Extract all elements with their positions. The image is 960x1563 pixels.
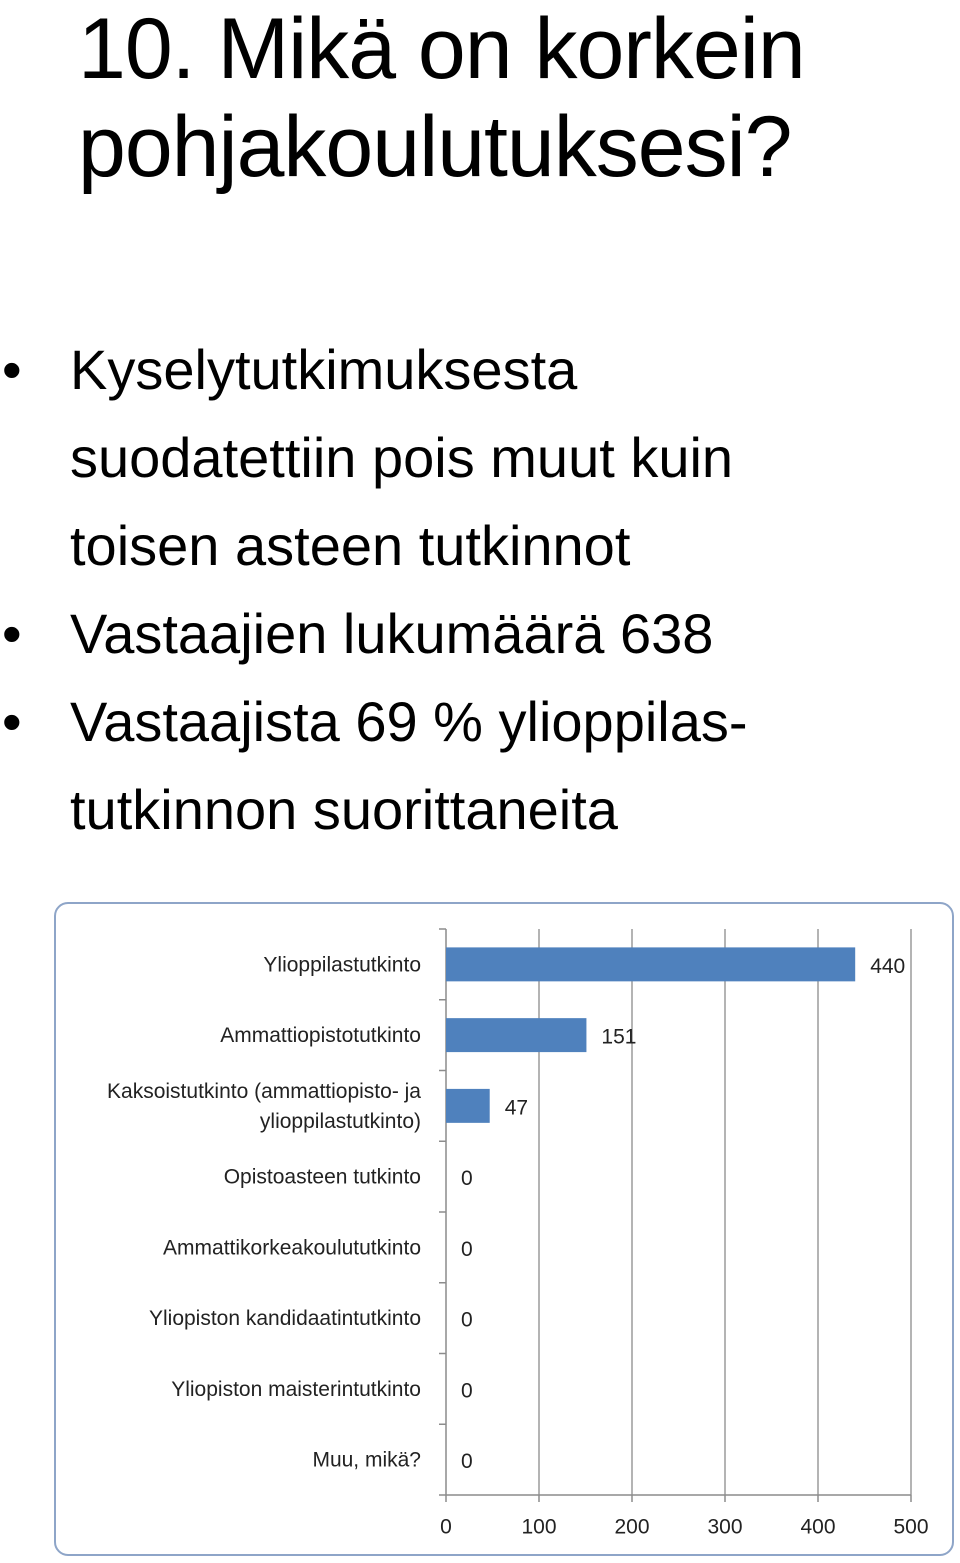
category-label [149,1307,421,1330]
bar [446,1018,586,1052]
category-label [171,1377,421,1400]
x-tick-label: 300 [707,1515,743,1539]
data-label: 151 [601,1025,637,1049]
bar [446,947,855,981]
category-label-line: Yliopiston kandidaatintutkinto [148,1306,421,1330]
category-label-line: Yliopiston maisterintutkinto [171,1377,421,1401]
bullet-line: toisen asteen tutkinnot [70,514,631,577]
data-label: 0 [461,1237,473,1261]
data-label: 0 [461,1379,473,1403]
slide-title-line-1: 10. Mikä on korkein [78,1,805,97]
bar [446,1089,490,1123]
category-label [220,1024,421,1047]
x-tick-label: 400 [800,1515,836,1539]
category-label-line: Muu, mikä? [312,1448,421,1472]
category-label [263,953,421,976]
category-label-line: Opistoasteen tutkinto [223,1165,421,1189]
category-label-line: Ammattikorkeakoulututkinto [163,1235,421,1259]
category-label [312,1448,421,1471]
category-label [107,1079,421,1132]
category-label [224,1165,421,1188]
bullet-line: tutkinnon suorittaneita [70,778,618,841]
category-label-line: ylioppilastutkinto) [259,1109,421,1133]
bullet-line: suodatettiin pois muut kuin [70,426,734,489]
category-label [163,1236,421,1259]
bullet-line: • Kyselytutkimuksesta [70,338,578,401]
data-label: 47 [504,1096,529,1120]
bullet-line: • Vastaajien lukumäärä 638 [70,602,714,665]
data-label: 0 [461,1308,473,1332]
slide-title-line-2: pohjakoulutuksesi? [78,99,792,195]
data-label: 0 [461,1450,473,1474]
category-label-line: Ammattiopistotutkinto [220,1023,421,1047]
x-tick-label: 0 [440,1515,452,1539]
category-label-line: Kaksoistutkinto (ammattiopisto- ja [107,1079,421,1103]
bullet-line: • Vastaajista 69 % ylioppilas- [70,690,748,753]
x-tick-label: 200 [614,1515,650,1539]
data-label: 440 [870,954,906,978]
category-label-line: Ylioppilastutkinto [263,952,421,976]
x-tick-label: 100 [521,1515,557,1539]
x-tick-label: 500 [893,1515,929,1539]
data-label: 0 [461,1167,473,1191]
